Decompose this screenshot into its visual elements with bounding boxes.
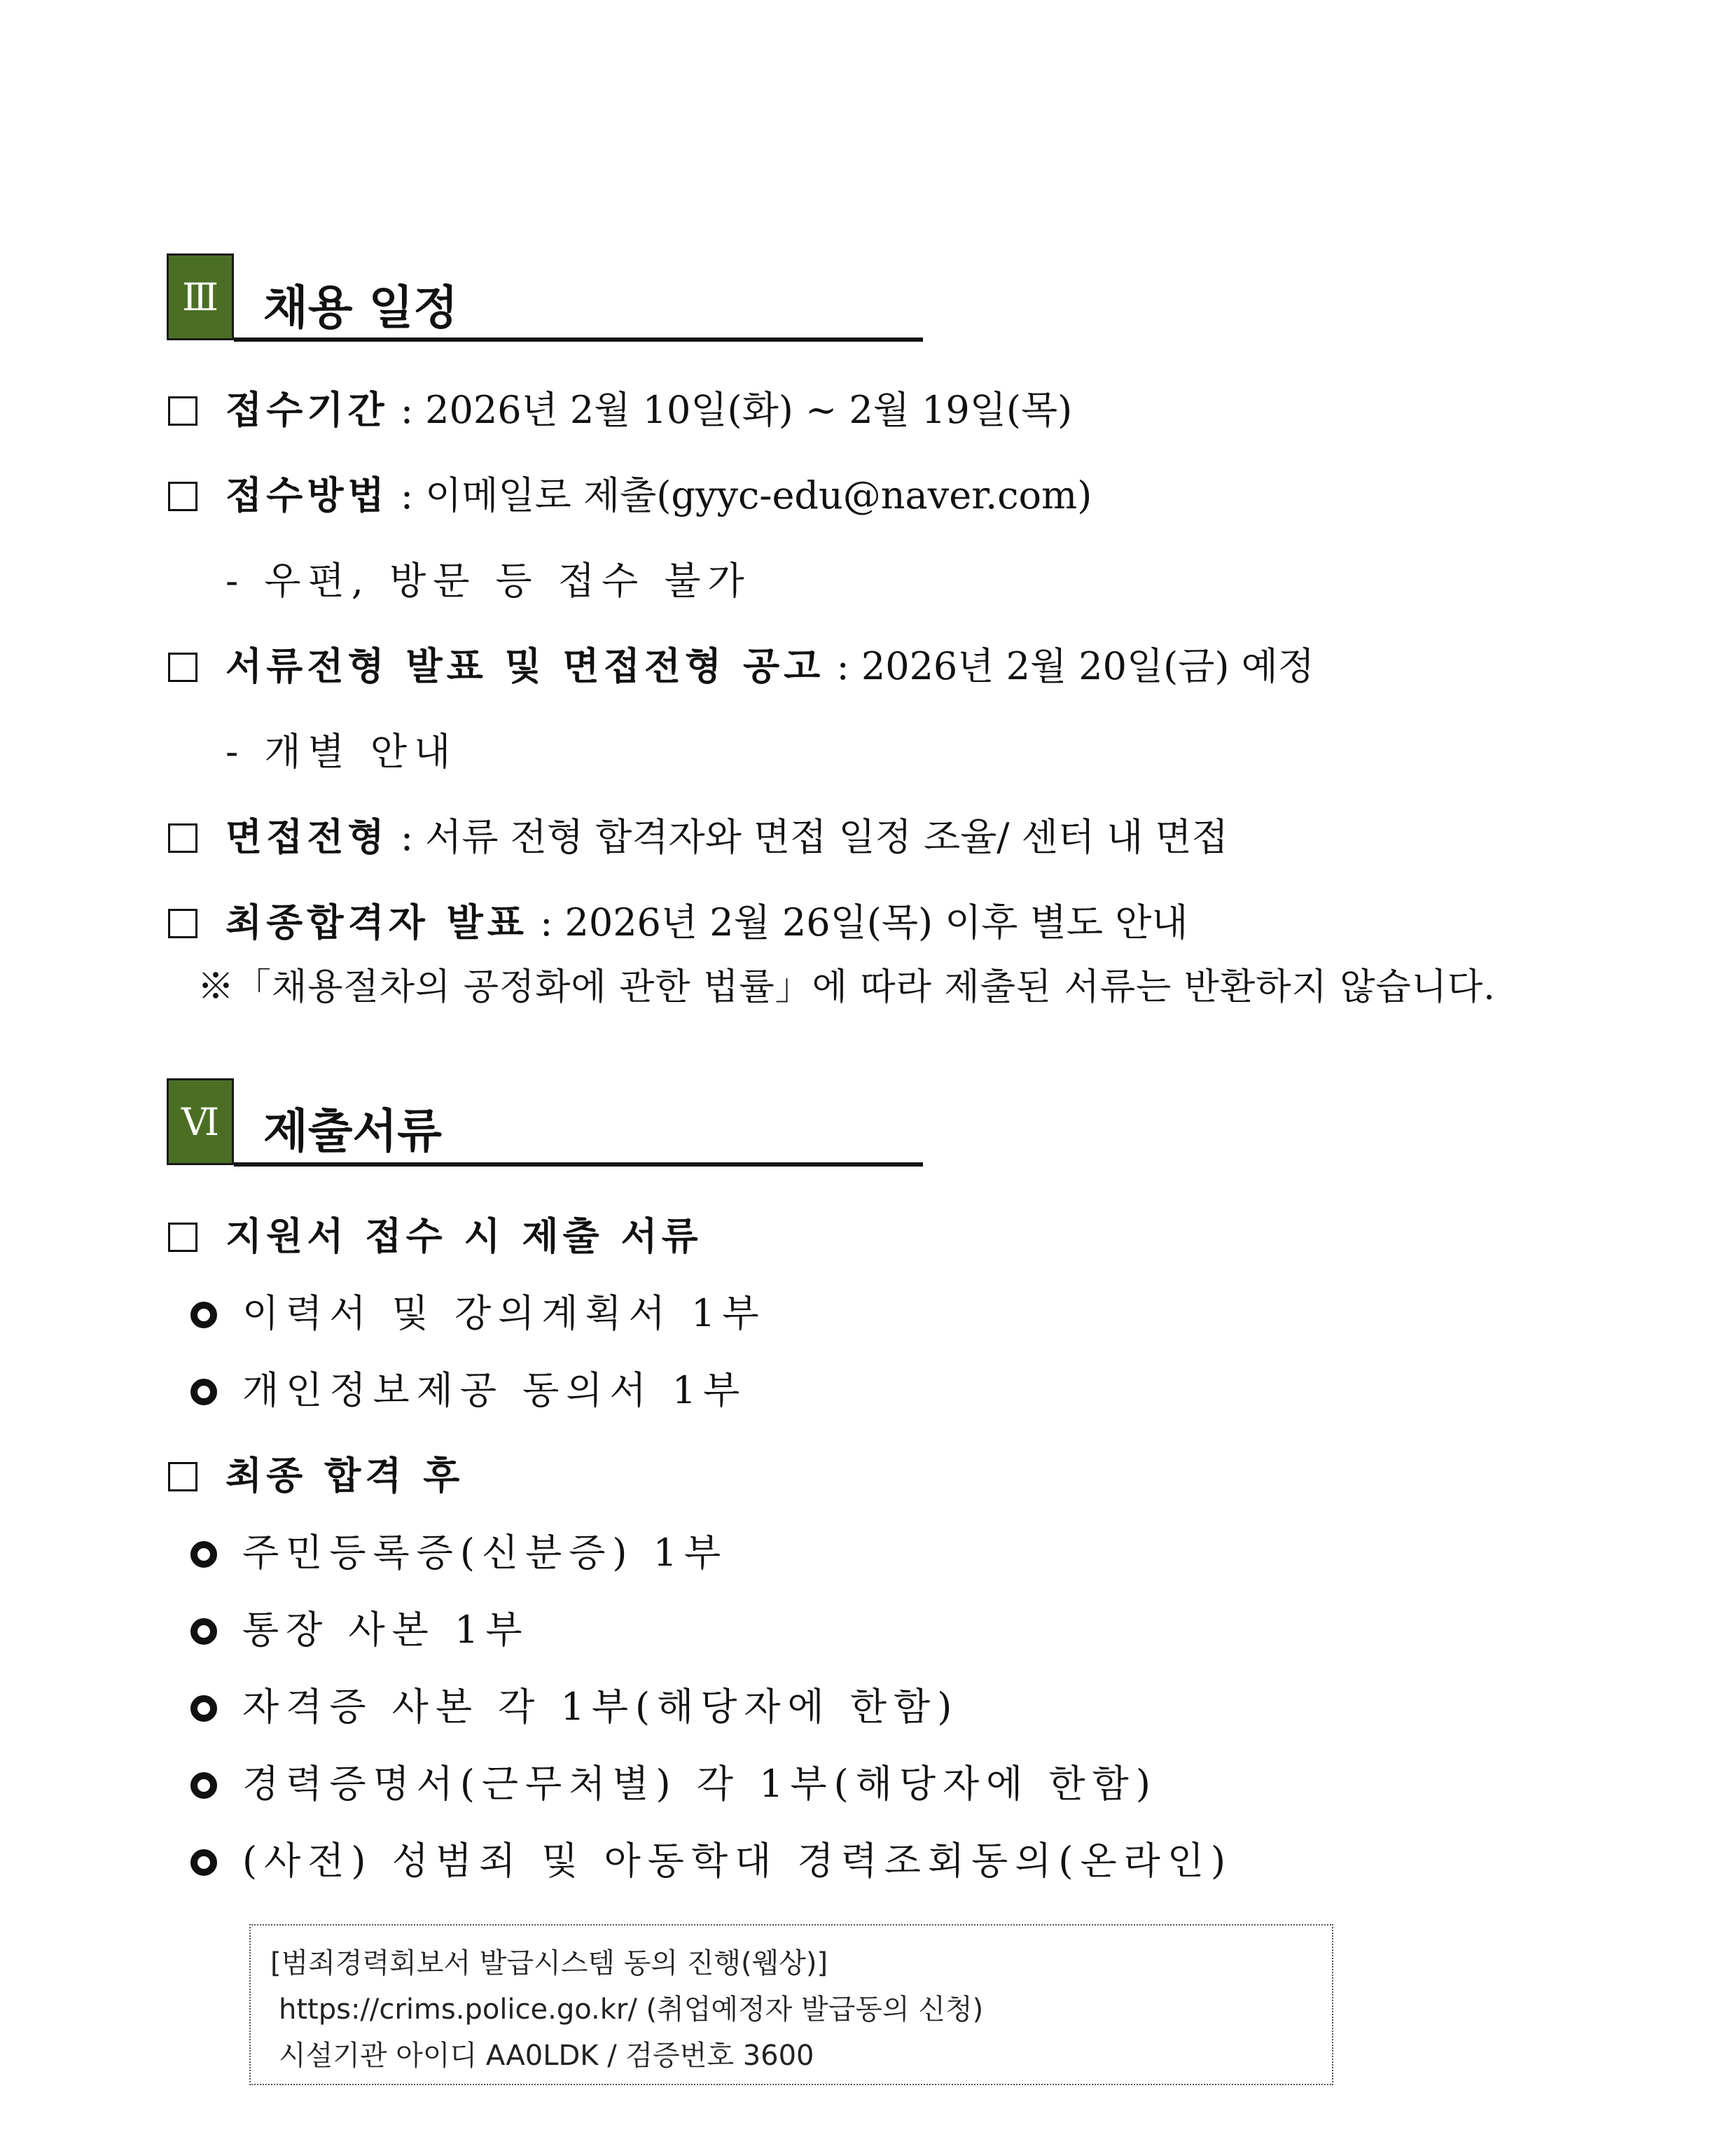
- item-label: 면접전형: [225, 815, 389, 859]
- infobox-url: https://crims.police.go.kr/ (취업예정자 발급동의 신청): [279, 1993, 984, 2026]
- list-item-text: 이력서 및 강의계획서 1부: [242, 1291, 766, 1335]
- item-label: 접수방법: [225, 473, 389, 517]
- checkbox-square-icon: [168, 653, 197, 682]
- item-text: : 2026년 2월 20일(금) 예정: [824, 644, 1314, 688]
- circle-bullet-icon: [190, 1302, 217, 1328]
- infobox-credentials: 시설기관 아이디 AA0LDK / 검증번호 3600: [279, 2040, 814, 2072]
- item-text: : 이메일로 제출(gyyc-edu@naver.com): [388, 473, 1092, 517]
- group-label: 지원서 접수 시 제출 서류: [225, 1214, 702, 1258]
- schedule-item-announcement: [168, 641, 1314, 692]
- schedule-item-interview: [168, 812, 1228, 863]
- schedule-item-method: [168, 471, 1092, 521]
- list-item: [190, 1288, 766, 1339]
- checkbox-square-icon: [168, 482, 197, 511]
- list-item-text: 개인정보제공 동의서 1부: [242, 1368, 747, 1412]
- list-item-text: 경력증명서(근무처별) 각 1부(해당자에 한함): [242, 1762, 1158, 1806]
- list-item-text: 자격증 사본 각 1부(해당자에 한함): [242, 1685, 959, 1729]
- checkbox-square-icon: [168, 909, 197, 938]
- list-item: [190, 1605, 529, 1655]
- checkbox-square-icon: [168, 1462, 197, 1491]
- section6-numeral-box: [167, 1078, 234, 1165]
- list-item: [190, 1836, 1232, 1886]
- section3-numeral-box: [167, 253, 234, 340]
- list-item: [190, 1365, 747, 1416]
- item-text: : 2026년 2월 26일(목) 이후 별도 안내: [527, 900, 1188, 945]
- checkbox-square-icon: [168, 396, 197, 426]
- docs-group-final: [168, 1451, 464, 1501]
- schedule-subitem-no-mail: - 우편, 방문 등 접수 불가: [225, 559, 751, 603]
- infobox-heading: [범죄경력회보서 발급시스템 동의 진행(웹상)]: [270, 1947, 828, 1979]
- list-item: [190, 1682, 959, 1732]
- list-item-text: (사전) 성범죄 및 아동학대 경력조회동의(온라인): [242, 1839, 1233, 1883]
- item-text: : 2026년 2월 10일(화) ~ 2월 19일(목): [388, 388, 1073, 432]
- section6-rule: [234, 1162, 923, 1167]
- schedule-item-final: [168, 898, 1188, 948]
- circle-bullet-icon: [190, 1772, 217, 1799]
- section3-numeral: Ⅲ: [181, 274, 219, 319]
- legal-note: ※「채용절차의 공정화에 관한 법률」에 따라 제출된 서류는 반환하지 않습니다.: [197, 966, 1496, 1008]
- section6-numeral: Ⅵ: [181, 1099, 220, 1144]
- checkbox-square-icon: [168, 1223, 197, 1252]
- section6-title: 제출서류: [263, 1104, 443, 1158]
- checkbox-square-icon: [168, 823, 197, 853]
- list-item-text: 통장 사본 1부: [242, 1608, 529, 1652]
- circle-bullet-icon: [190, 1618, 217, 1645]
- schedule-subitem-individual: - 개별 안내: [225, 730, 458, 774]
- item-text: : 서류 전형 합격자와 면접 일정 조율/ 센터 내 면접: [388, 815, 1228, 859]
- list-item-text: 주민등록증(신분증) 1부: [242, 1531, 728, 1575]
- list-item: [190, 1759, 1158, 1809]
- group-label: 최종 합격 후: [225, 1454, 464, 1498]
- item-label: 최종합격자 발표: [225, 900, 528, 945]
- criminal-record-info-box: [249, 1924, 1333, 2085]
- section3-title: 채용 일정: [263, 281, 459, 335]
- circle-bullet-icon: [190, 1695, 217, 1722]
- circle-bullet-icon: [190, 1541, 217, 1568]
- item-label: 접수기간: [225, 388, 389, 432]
- docs-group-application: [168, 1211, 702, 1262]
- section3-rule: [234, 337, 923, 342]
- item-label: 서류전형 발표 및 면접전형 공고: [225, 644, 825, 688]
- circle-bullet-icon: [190, 1849, 217, 1876]
- schedule-item-period: [168, 385, 1072, 436]
- list-item: [190, 1528, 728, 1578]
- circle-bullet-icon: [190, 1379, 217, 1405]
